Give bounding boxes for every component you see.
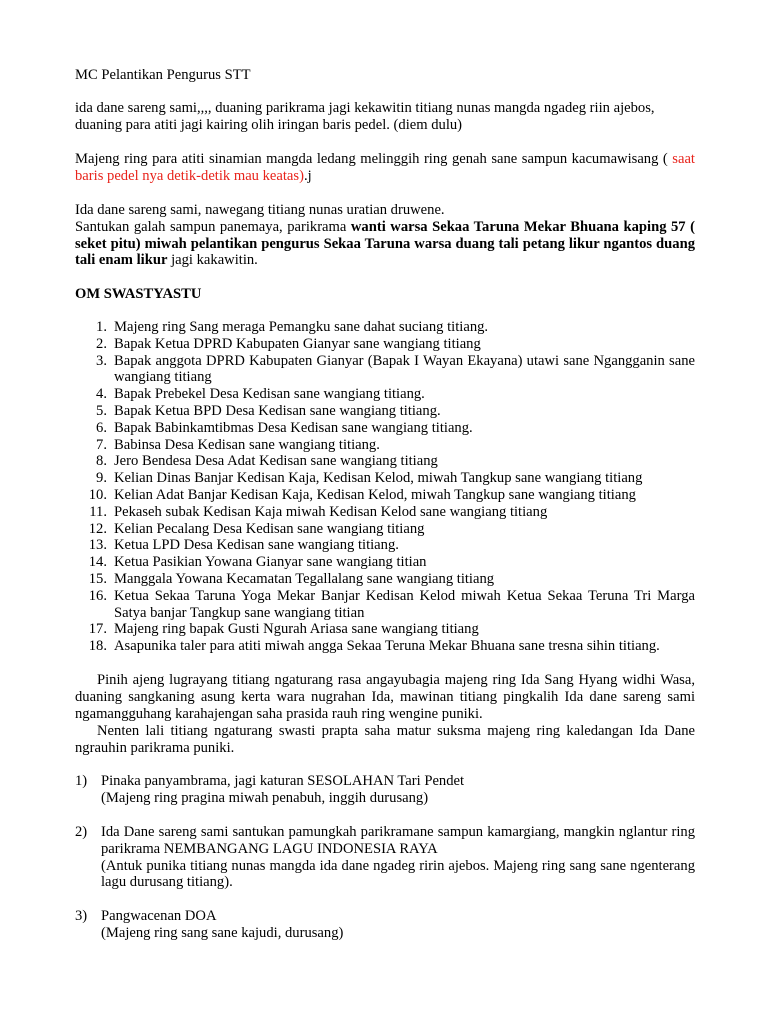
list-item-text: Asapunika taler para atiti miwah angga Sekaa Teruna Mekar Bhuana sane tresna sihin titiang. — [114, 638, 660, 655]
list-item-text: Kelian Adat Banjar Kedisan Kaja, Kedisan Kelod, miwah Tangkup sane wangiang titiang — [114, 486, 636, 503]
list-item-number: 10. — [88, 486, 107, 503]
document-title: MC Pelantikan Pengurus STT — [75, 67, 251, 83]
list-item-number: 16. — [88, 587, 107, 604]
list-item-text: Ketua Pasikian Yowana Gianyar sane wangiang titian — [114, 554, 427, 571]
list-item-number: 5. — [96, 402, 107, 419]
list-item — [75, 353, 695, 387]
paragraph-opening — [75, 202, 695, 269]
program-line: (Majeng ring pragina miwah penabuh, inggih durusang) — [101, 789, 429, 806]
list-item-number: 13. — [88, 537, 107, 554]
list-item — [75, 571, 695, 588]
program-line: Pinaka panyambrama, jagi katuran SESOLAHAN Tari Pendet — [101, 773, 465, 789]
list-item — [75, 453, 695, 470]
list-item — [75, 537, 695, 554]
paragraph-intro: ida dane sareng sami,,,, duaning parikrama jagi kekawitin titiang nunas mangda ngadeg riin ajebos, duaning para atiti jagi kairing olih iringan baris pedel. (diem dulu) — [75, 100, 655, 133]
list-item — [75, 521, 695, 538]
program-line: (Majeng ring sang sane kajudi, durusang) — [101, 924, 344, 941]
list-item — [75, 420, 695, 437]
list-item-number: 4. — [96, 386, 107, 403]
list-item-number: 7. — [96, 436, 107, 453]
list-item-number: 12. — [88, 520, 107, 537]
list-item-text: Manggala Yowana Kecamatan Tegallalang sane wangiang titiang — [114, 570, 495, 587]
list-item-number: 3. — [96, 352, 107, 369]
list-item-text: Kelian Dinas Banjar Kedisan Kaja, Kedisan Kelod, miwah Tangkup sane wangiang titiang — [114, 470, 643, 487]
list-item-number: 8. — [96, 453, 107, 470]
list-item-text: Bapak anggota DPRD Kabupaten Gianyar (Bapak I Wayan Ekayana) utawi sane Ngangganin sane wangiang titiang — [114, 352, 695, 386]
paragraph-gratitude: Pinih ajeng lugrayang titiang ngaturang rasa angayubagia majeng ring Ida Sang Hyang widhi Wasa, duaning sangkaning asung kerta wara nugrahan Ida, mawinan titiang pingkalih Ida dane sareng sami ngamangguhang karahajengan saha prasida rauh ring wengine puniki. — [75, 672, 695, 722]
opening-line: Ida dane sareng sami, nawegang titiang nunas uratian druwene. — [75, 202, 445, 218]
list-item-text: Bapak Prebekel Desa Kedisan sane wangiang titiang. — [114, 386, 425, 403]
list-item-number: 6. — [96, 419, 107, 436]
list-item — [75, 437, 695, 454]
paragraph-seating — [75, 151, 695, 185]
opening-text-c: jagi kakawitin. — [167, 252, 258, 269]
list-item-text: Ketua LPD Desa Kedisan sane wangiang titiang. — [114, 537, 399, 554]
list-item — [75, 386, 695, 403]
program-line: (Antuk punika titiang nunas mangda ida dane ngadeg ririn ajebos. Majeng ring sang sane ngenterang lagu durusang titiang). — [101, 857, 695, 891]
program-item — [75, 908, 695, 942]
list-item-text: Jero Bendesa Desa Adat Kedisan sane wangiang titiang — [114, 453, 438, 470]
list-item — [75, 336, 695, 353]
seating-text: Majeng ring para atiti sinamian mangda ledang melinggih ring genah sane sampun kacumawisang ( — [75, 151, 668, 167]
list-item — [75, 554, 695, 571]
list-item-number: 18. — [88, 638, 107, 655]
list-item — [75, 621, 695, 638]
list-item-text: Pekaseh subak Kedisan Kaja miwah Kedisan Kelod sane wangiang titiang — [114, 503, 548, 520]
list-item-text: Majeng ring bapak Gusti Ngurah Ariasa sane wangiang titiang — [114, 621, 479, 638]
list-item-text: Majeng ring Sang meraga Pemangku sane dahat suciang titiang. — [114, 319, 489, 335]
list-item-number: 11. — [89, 503, 107, 520]
list-item-number: 1. — [96, 319, 107, 335]
list-item — [75, 470, 695, 487]
list-item — [75, 638, 695, 655]
program-text — [101, 908, 695, 942]
list-item-number: 9. — [96, 470, 107, 487]
event-name-bold: wanti warsa Sekaa Taruna Mekar Bhuana kaping 57 ( seket pitu) miwah pelantikan pengurus Sekaa Taruna warsa duang tali petang likur ngantos duang tali enam likur — [75, 218, 695, 269]
program-item — [75, 824, 695, 891]
program-text — [101, 773, 695, 807]
list-item-number: 15. — [88, 570, 107, 587]
list-item — [75, 504, 695, 521]
greeting-heading: OM SWASTYASTU — [75, 286, 202, 302]
list-item-number: 2. — [96, 335, 107, 352]
list-item-number: 14. — [88, 554, 107, 571]
paragraph-welcome: Nenten lali titiang ngaturang swasti prapta saha matur suksma majeng ring kaledangan Ida Dane ngrauhin parikrama puniki. — [75, 723, 695, 756]
list-item-text: Bapak Babinkamtibmas Desa Kedisan sane wangiang titiang. — [114, 419, 473, 436]
list-item — [75, 319, 695, 336]
seating-tail: .j — [303, 167, 312, 184]
program-number: 3) — [75, 908, 88, 924]
stage-direction-red: saat baris pedel nya detik-detik mau keatas) — [75, 151, 695, 184]
list-item — [75, 588, 695, 622]
program-number: 2) — [75, 824, 88, 840]
program-text — [101, 824, 695, 891]
list-item-number: 17. — [88, 621, 107, 638]
list-item-text: Bapak Ketua DPRD Kabupaten Gianyar sane wangiang titiang — [114, 335, 481, 352]
program-line: Pangwacenan DOA — [101, 908, 217, 924]
list-item — [75, 487, 695, 504]
guest-list — [75, 319, 695, 655]
list-item-text: Babinsa Desa Kedisan sane wangiang titiang. — [114, 436, 380, 453]
program-line: Ida Dane sareng sami santukan pamungkah parikramane sampun kamargiang, mangkin nglantur ring parikrama NEMBANGANG LAGU INDONESIA RAYA — [101, 824, 695, 857]
list-item-text: Ketua Sekaa Taruna Yoga Mekar Banjar Kedisan Kelod miwah Ketua Sekaa Teruna Tri Marga Satya banjar Tangkup sane wangiang titian — [114, 587, 695, 621]
opening-text-a: Santukan galah sampun panemaya, parikrama — [75, 218, 351, 235]
list-item-text: Bapak Ketua BPD Desa Kedisan sane wangiang titiang. — [114, 402, 441, 419]
list-item — [75, 403, 695, 420]
list-item-text: Kelian Pecalang Desa Kedisan sane wangiang titiang — [114, 520, 425, 537]
program-number: 1) — [75, 773, 88, 789]
program-item — [75, 773, 695, 807]
